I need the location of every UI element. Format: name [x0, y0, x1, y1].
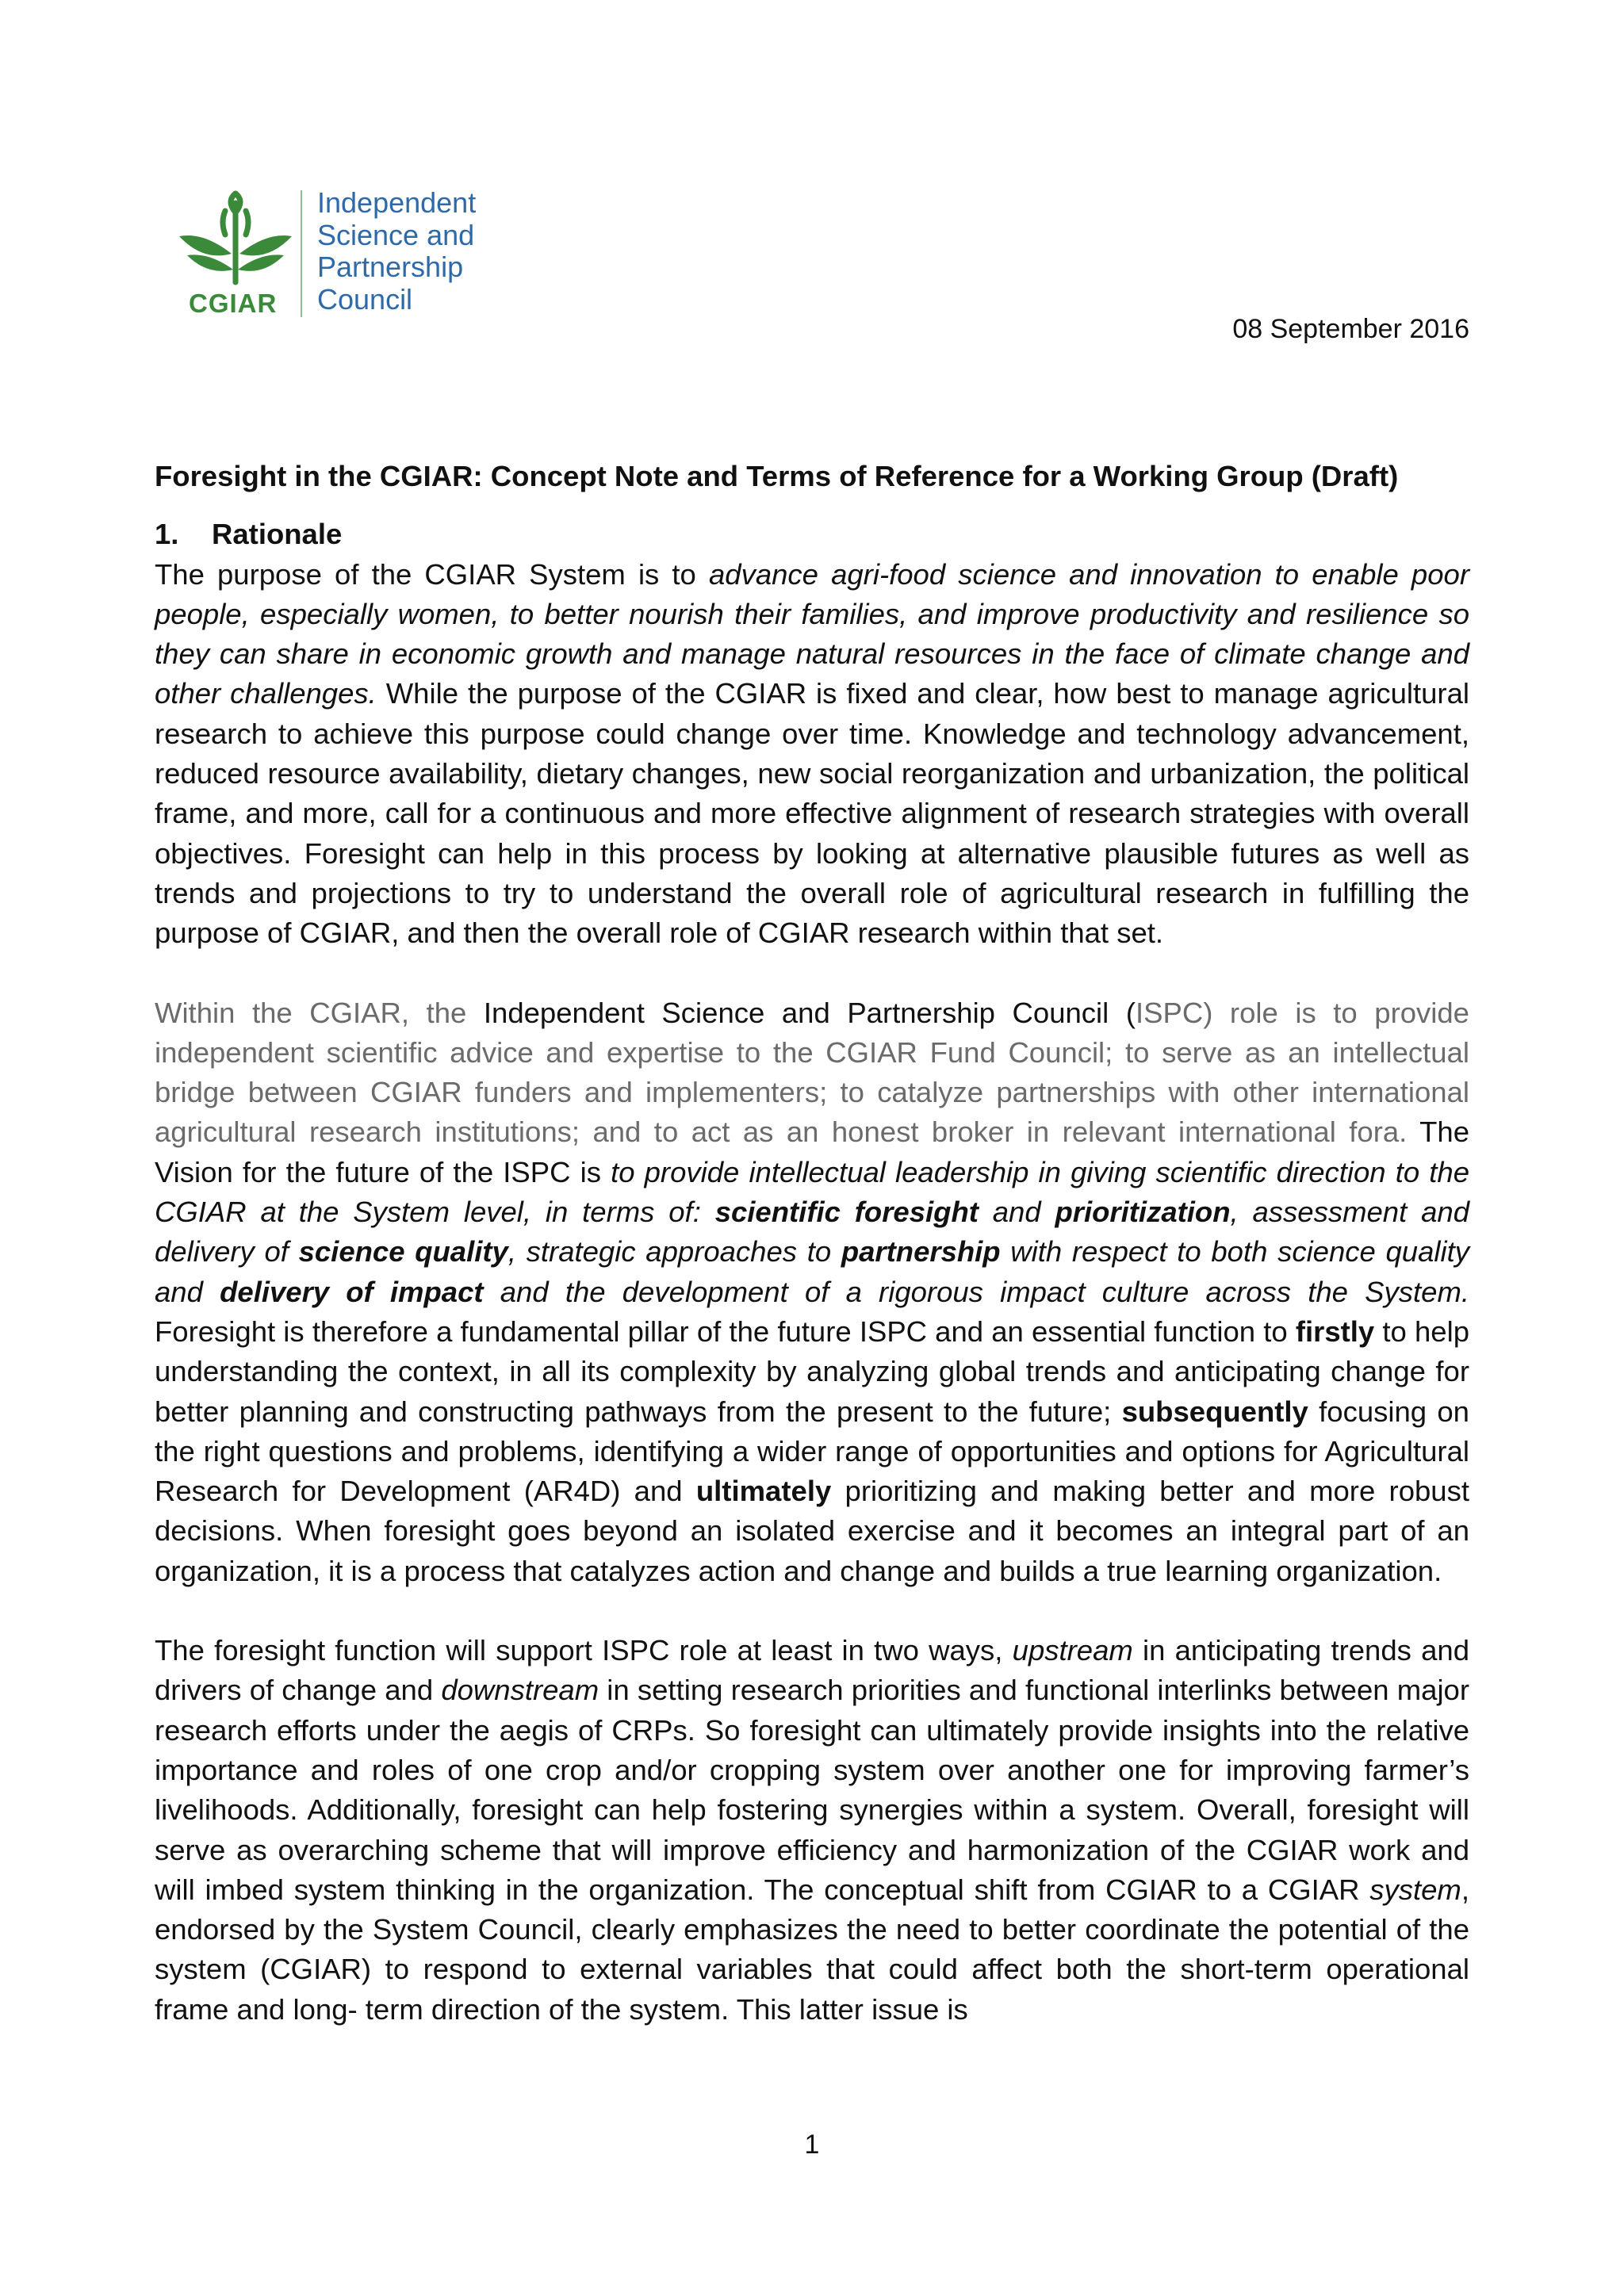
page-number: 1 — [804, 2130, 820, 2160]
document-date: 08 September 2016 — [1232, 314, 1469, 344]
logo-wordmark: CGIAR — [189, 289, 278, 318]
logo-line: Council — [317, 282, 413, 316]
cgiar-wheat-icon — [176, 187, 295, 290]
ispc-logo — [176, 187, 509, 322]
logo-line: Partnership — [317, 251, 464, 283]
paragraph-foresight-function: The foresight function will support ISPC role at least in two ways, upstream in anticipating trends and drivers of change and downstream in setting research priorities and functional interlinks between major research efforts under the aegis of CRPs. So foresight can ultimately provide insights into the relative importance and roles of one crop and/or cropping system over another one for improving farmer’s livelihoods. Additionally, foresight can help fostering synergies within a system. Overall, foresight will serve as overarching scheme that will improve efficiency and harmonization of the CGIAR work and will imbed system thinking in the organization. The conceptual shift from CGIAR to a CGIAR system, endorsed by the System Council, clearly emphasizes the need to better coordinate the potential of the system (CGIAR) to respond to external variables that could affect both the short-term operational frame and long- term direction of the system. This latter issue is — [155, 1634, 1470, 2026]
section-number: 1. — [155, 518, 179, 551]
logo-divider — [301, 190, 302, 317]
logo-line: Independent — [317, 186, 477, 219]
section-heading — [155, 515, 1469, 554]
document-body — [155, 457, 1469, 2030]
logo-line: Science and — [317, 218, 475, 251]
paragraph-ispc-role: Within the CGIAR, the Independent Science and Partnership Council (ISPC) role is to provide independent scientific advice and expertise to the CGIAR Fund Council; to serve as an intellectual bridge between CGIAR funders and implementers; to catalyze partnerships with other international agricultural research institutions; and to act as an honest broker in relevant international fora. The Vision for the future of the ISPC is to provide intellectual leadership in giving scientific direction to the CGIAR at the System level, in terms of: scientific foresight and prioritization, assessment and delivery of science quality, strategic approaches to partnership with respect to both science quality and delivery of impact and the development of a rigorous impact culture across the System. Foresight is therefore a fundamental pillar of the future ISPC and an essential function to firstly to help understanding the context, in all its complexity by analyzing global trends and anticipating change for better planning and constructing pathways from the present to the future; subsequently focusing on the right questions and problems, identifying a wider range of opportunities and options for Agricultural Research for Development (AR4D) and ultimately prioritizing and making better and more robust decisions. When foresight goes beyond an isolated exercise and it becomes an integral part of an organization, it is a process that catalyzes action and change and builds a true learning organization. — [155, 996, 1470, 1587]
document-title: Foresight in the CGIAR: Concept Note and Terms of Reference for a Working Group (Draft) — [155, 460, 1399, 492]
section-title: Rationale — [212, 518, 343, 551]
paragraph-purpose: The purpose of the CGIAR System is to advance agri-food science and innovation to enable poor people, especially women, to better nourish their families, and improve productivity and resilience so they can share in economic growth and manage natural resources in the face of climate change and other challenges. While the purpose of the CGIAR is fixed and clear, how best to manage agricultural research to achieve this purpose could change over time. Knowledge and technology advancement, reduced resource availability, dietary changes, new social reorganization and urbanization, the political frame, and more, call for a continuous and more effective alignment of research strategies with overall objectives. Foresight can help in this process by looking at alternative plausible futures as well as trends and projections to try to understand the overall role of agricultural research in fulfilling the purpose of CGIAR, and then the overall role of CGIAR research within that set. — [155, 557, 1469, 950]
logo-council-name — [317, 187, 476, 316]
